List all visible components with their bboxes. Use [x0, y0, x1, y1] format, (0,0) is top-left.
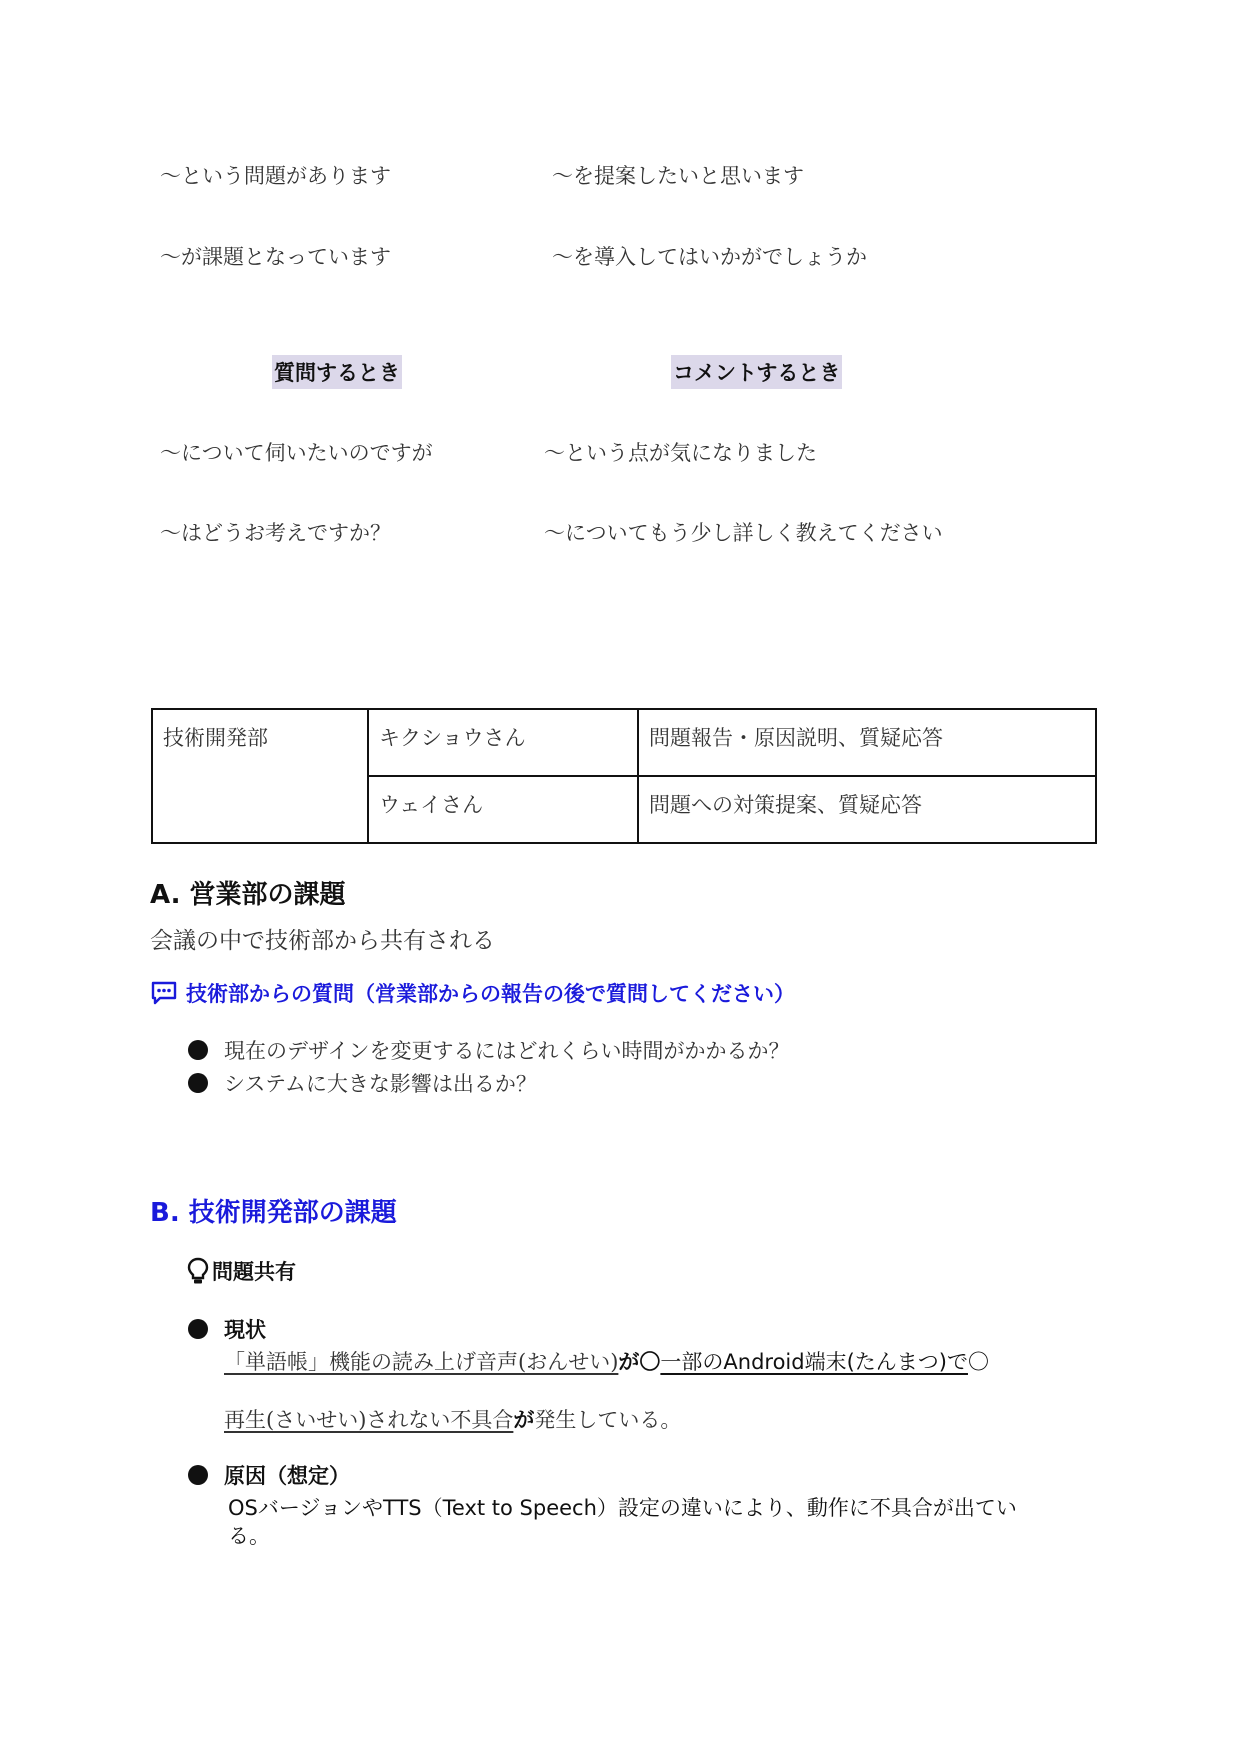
heading-question: 質問するとき: [272, 355, 402, 389]
status-item: [188, 1314, 266, 1344]
phrase-propose: ～を提案したいと思います: [552, 164, 804, 188]
roles-table: [151, 708, 1097, 844]
status-text: が: [513, 1408, 535, 1432]
chat-bubble-icon: [150, 980, 178, 1006]
list-item: [188, 1035, 790, 1065]
table-row: [152, 709, 1096, 776]
status-text: 再生(さいせい)されない不具合: [224, 1408, 514, 1432]
bullet-icon: [188, 1073, 208, 1093]
person-cell: ウェイさん: [368, 776, 638, 843]
bullet-text: 現在のデザインを変更するにはどれくらい時間がかかるか？: [224, 1039, 790, 1063]
role-cell: 問題報告・原因説明、質疑応答: [638, 709, 1096, 776]
problem-share-text: 問題共有: [212, 1260, 296, 1284]
cause-item: [188, 1460, 350, 1490]
bullet-icon: [188, 1319, 208, 1339]
cause-label: 原因（想定）: [224, 1464, 350, 1488]
phrase-introduce: ～を導入してはいかがでしょうか: [552, 245, 867, 269]
status-text: 「単語帳」機能の読み上げ音声(おんせい): [224, 1350, 619, 1374]
status-line-1: [224, 1346, 989, 1376]
dept-cell: 技術開発部: [152, 709, 368, 843]
bullet-text: システムに大きな影響は出るか？: [224, 1072, 537, 1096]
role-cell: 問題への対策提案、質疑応答: [638, 776, 1096, 843]
cause-text-line-2: る。: [228, 1524, 270, 1548]
phrase-opinion: ～はどうお考えですか？: [160, 521, 391, 545]
phrase-issue: ～が課題となっています: [160, 245, 391, 269]
phrase-ask: ～について伺いたいのですが: [160, 441, 433, 465]
person-cell: キクショウさん: [368, 709, 638, 776]
status-text: が〇: [618, 1350, 661, 1374]
status-text: 発生している。: [534, 1408, 682, 1432]
lightbulb-icon: [186, 1257, 210, 1285]
bullet-icon: [188, 1040, 208, 1060]
question-heading: [150, 978, 795, 1008]
heading-comment: コメントするとき: [671, 355, 842, 389]
status-line-2: [224, 1404, 681, 1434]
section-b-title: B. 技術開発部の課題: [150, 1198, 397, 1228]
cause-text-line-1: OSバージョンやTTS（Text to Speech）設定の違いにより、動作に不具合が出てい: [228, 1496, 1017, 1520]
phrase-concern: ～という点が気になりました: [544, 441, 817, 465]
phrase-problem: ～という問題があります: [160, 164, 391, 188]
phrase-details: ～についてもう少し詳しく教えてください: [544, 521, 943, 545]
list-item: [188, 1068, 537, 1098]
question-heading-text: 技術部からの質問（営業部からの報告の後で質問してください）: [186, 982, 795, 1006]
section-a-subtitle: 会議の中で技術部から共有される: [150, 928, 495, 954]
status-label: 現状: [224, 1318, 266, 1342]
problem-share-label: [186, 1256, 296, 1286]
status-text: 〇: [967, 1350, 989, 1374]
bullet-icon: [188, 1465, 208, 1485]
status-text: 一部のAndroid端末(たんまつ)で: [660, 1350, 968, 1374]
section-a-title: A. 営業部の課題: [150, 880, 346, 910]
